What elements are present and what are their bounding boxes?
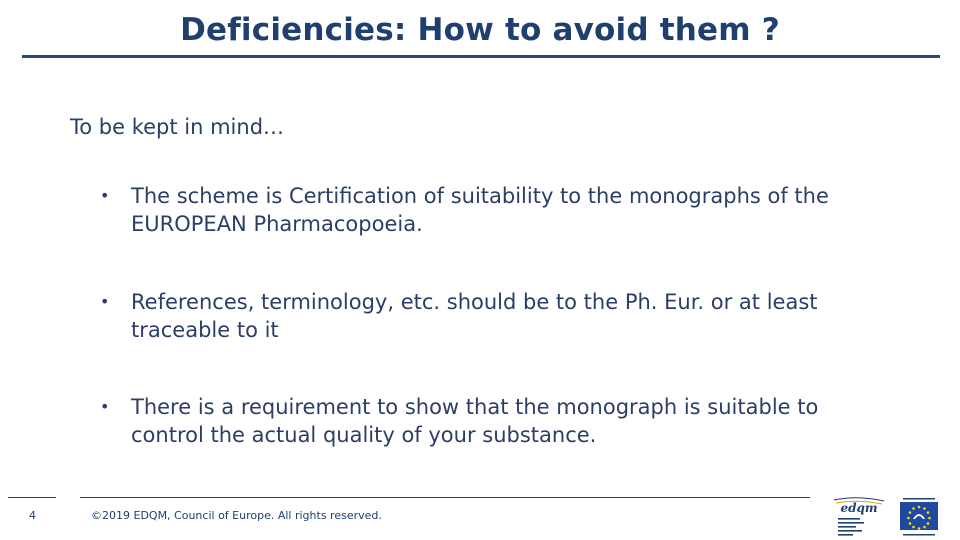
- footer-divider: [80, 497, 810, 498]
- bullet-text: There is a requirement to show that the monograph is suitable to control the actual quality of your substance.: [131, 395, 819, 447]
- footer-divider-left: [8, 497, 56, 498]
- bullet-item: [100, 288, 860, 344]
- svg-text:edqm: edqm: [840, 501, 878, 515]
- edqm-logo: [828, 497, 890, 537]
- council-of-europe-logo: [895, 497, 943, 539]
- page-number: 4: [29, 509, 36, 522]
- bullet-marker: •: [100, 186, 110, 205]
- copyright-text: ©2019 EDQM, Council of Europe. All rights reserved.: [91, 509, 382, 522]
- bullet-text: The scheme is Certification of suitability to the monographs of the EUROPEAN Pharmacopoeia.: [131, 184, 829, 236]
- bullet-text: References, terminology, etc. should be to the Ph. Eur. or at least traceable to it: [131, 290, 818, 342]
- title-divider: [22, 55, 940, 58]
- bullet-marker: •: [100, 397, 110, 416]
- bullet-item: [100, 393, 860, 449]
- bullet-marker: •: [100, 292, 110, 311]
- bullet-item: [100, 182, 860, 238]
- intro-text: To be kept in mind…: [70, 115, 285, 139]
- slide-title: Deficiencies: How to avoid them ?: [180, 12, 780, 48]
